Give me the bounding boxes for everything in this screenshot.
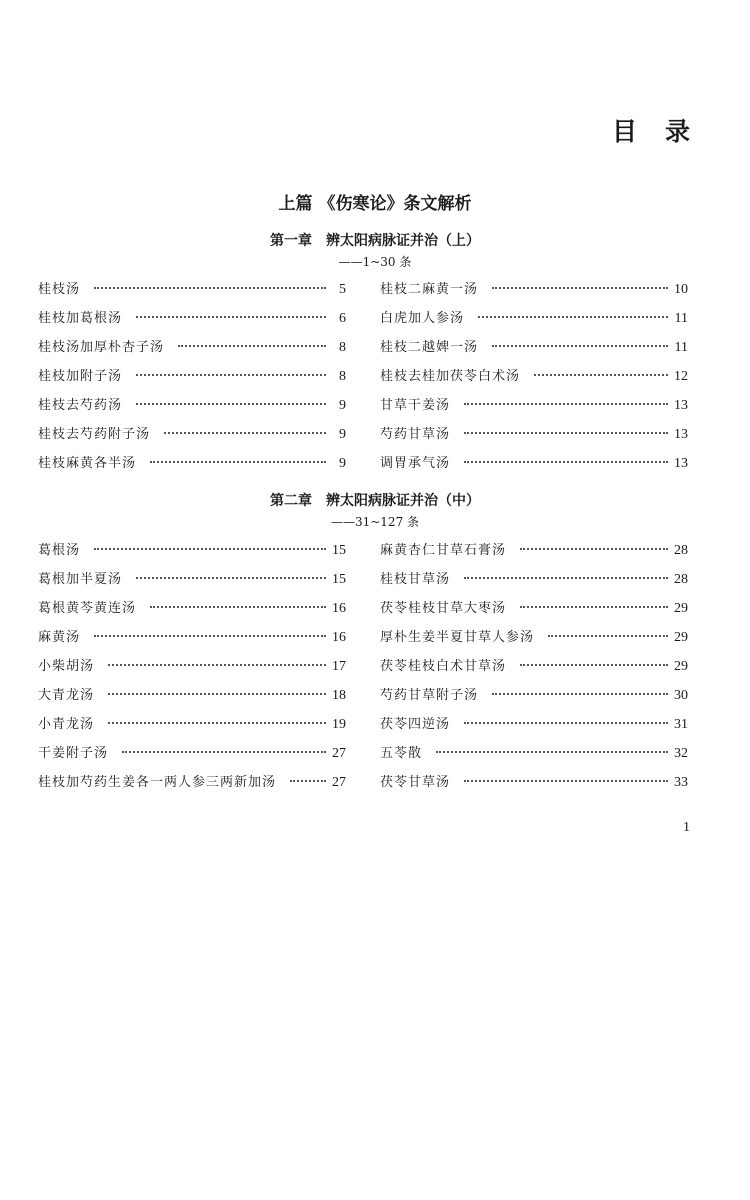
toc-entry-page: 9 xyxy=(339,456,346,471)
toc-leader-dots xyxy=(548,635,668,637)
toc-entry[interactable] xyxy=(380,597,688,626)
toc-leader-dots xyxy=(492,693,668,695)
toc-leader-dots xyxy=(534,374,668,376)
toc-entry-page: 12 xyxy=(674,369,688,384)
toc-entry-title: 葛根黄芩黄连汤 xyxy=(38,601,137,616)
toc-leader-dots xyxy=(464,780,668,782)
page-title xyxy=(612,112,690,148)
toc-leader-dots xyxy=(94,635,326,637)
toc-leader-dots xyxy=(136,577,326,579)
toc-leader-dots xyxy=(108,664,326,666)
toc-entry-title: 桂枝去芍药附子汤 xyxy=(38,427,151,442)
toc-entry-title: 葛根加半夏汤 xyxy=(38,572,123,587)
toc-entry-title: 桂枝甘草汤 xyxy=(380,572,451,587)
toc-entry[interactable] xyxy=(380,655,688,684)
part-title: 上篇 《伤寒论》条文解析 xyxy=(278,194,472,214)
toc-entry[interactable] xyxy=(38,336,346,365)
toc-entry[interactable] xyxy=(38,626,346,655)
toc-leader-dots xyxy=(492,287,668,289)
toc-leader-dots xyxy=(520,548,668,550)
toc-entry-page: 33 xyxy=(674,775,688,790)
toc-leader-dots xyxy=(464,577,668,579)
toc-entry-page: 32 xyxy=(674,746,688,761)
page-title-char-2: 录 xyxy=(664,117,690,146)
toc-entry-title: 茯苓四逆汤 xyxy=(380,717,451,732)
toc-entry-title: 小柴胡汤 xyxy=(38,659,95,674)
toc-entry[interactable] xyxy=(380,742,688,771)
chapter-1-left-column xyxy=(38,278,346,481)
toc-entry-page: 8 xyxy=(339,369,346,384)
toc-entry[interactable] xyxy=(38,394,346,423)
toc-entry[interactable] xyxy=(380,684,688,713)
toc-entry[interactable] xyxy=(38,423,346,452)
toc-leader-dots xyxy=(520,664,668,666)
chapter-1-heading xyxy=(0,230,750,270)
toc-entry-title: 桂枝去桂加茯苓白术汤 xyxy=(380,369,521,384)
toc-entry[interactable] xyxy=(38,568,346,597)
toc-leader-dots xyxy=(478,316,668,318)
toc-entry-page: 27 xyxy=(332,775,346,790)
toc-entry[interactable] xyxy=(380,307,688,336)
toc-entry-title: 甘草干姜汤 xyxy=(380,398,451,413)
toc-entry-page: 18 xyxy=(332,688,346,703)
toc-entry-title: 小青龙汤 xyxy=(38,717,95,732)
toc-entry-title: 桂枝去芍药汤 xyxy=(38,398,123,413)
toc-entry-page: 30 xyxy=(674,688,688,703)
toc-entry-page: 29 xyxy=(674,601,688,616)
toc-entry[interactable] xyxy=(380,539,688,568)
toc-entry-title: 桂枝麻黄各半汤 xyxy=(38,456,137,471)
chapter-1-right-column xyxy=(380,278,688,481)
toc-entry-page: 10 xyxy=(674,282,688,297)
toc-entry-page: 9 xyxy=(339,398,346,413)
toc-entry-title: 桂枝二麻黄一汤 xyxy=(380,282,479,297)
toc-entry-page: 17 xyxy=(332,659,346,674)
toc-leader-dots xyxy=(136,403,326,405)
toc-entry-title: 大青龙汤 xyxy=(38,688,95,703)
toc-entry-title: 桂枝加葛根汤 xyxy=(38,311,123,326)
toc-entry-title: 茯苓甘草汤 xyxy=(380,775,451,790)
chapter-1-range: ——1~30 条 xyxy=(338,255,412,269)
toc-entry-page: 11 xyxy=(674,340,688,355)
chapter-1-title: 第一章 辨太阳病脉证并治（上） xyxy=(270,233,480,249)
toc-entry-title: 厚朴生姜半夏甘草人参汤 xyxy=(380,630,535,645)
toc-leader-dots xyxy=(94,287,326,289)
toc-entry[interactable] xyxy=(38,684,346,713)
toc-leader-dots xyxy=(150,461,326,463)
toc-entry-title: 麻黄杏仁甘草石膏汤 xyxy=(380,543,507,558)
toc-leader-dots xyxy=(178,345,326,347)
toc-entry[interactable] xyxy=(38,713,346,742)
toc-entry-page: 16 xyxy=(332,601,346,616)
toc-leader-dots xyxy=(108,722,326,724)
toc-leader-dots xyxy=(436,751,668,753)
toc-entry[interactable] xyxy=(380,452,688,481)
toc-entry-title: 桂枝二越婢一汤 xyxy=(380,340,479,355)
toc-entry-title: 茯苓桂枝白术甘草汤 xyxy=(380,659,507,674)
toc-entry[interactable] xyxy=(380,336,688,365)
toc-entry[interactable] xyxy=(38,278,346,307)
toc-entry-page: 6 xyxy=(339,311,346,326)
toc-leader-dots xyxy=(290,780,326,782)
toc-entry-page: 31 xyxy=(674,717,688,732)
toc-entry-title: 桂枝汤加厚朴杏子汤 xyxy=(38,340,165,355)
toc-entry[interactable] xyxy=(380,713,688,742)
toc-entry-page: 11 xyxy=(674,311,688,326)
toc-entry-title: 桂枝汤 xyxy=(38,282,81,297)
toc-entry[interactable] xyxy=(38,655,346,684)
toc-entry-page: 13 xyxy=(674,456,688,471)
toc-entry-page: 28 xyxy=(674,543,688,558)
toc-leader-dots xyxy=(136,316,326,318)
toc-entry[interactable] xyxy=(380,568,688,597)
toc-entry-title: 干姜附子汤 xyxy=(38,746,109,761)
toc-entry[interactable] xyxy=(38,365,346,394)
toc-leader-dots xyxy=(94,548,326,550)
toc-entry[interactable] xyxy=(38,452,346,481)
chapter-2-range: ——31~127 条 xyxy=(330,515,420,529)
toc-entry-title: 桂枝加附子汤 xyxy=(38,369,123,384)
toc-leader-dots xyxy=(492,345,668,347)
toc-entry-page: 29 xyxy=(674,659,688,674)
toc-leader-dots xyxy=(150,606,326,608)
toc-entry[interactable] xyxy=(380,278,688,307)
chapter-2-title: 第二章 辨太阳病脉证并治（中） xyxy=(270,493,480,509)
toc-leader-dots xyxy=(520,606,668,608)
toc-entry-title: 调胃承气汤 xyxy=(380,456,451,471)
toc-leader-dots xyxy=(464,461,668,463)
toc-entry-page: 8 xyxy=(339,340,346,355)
toc-leader-dots xyxy=(464,722,668,724)
toc-entry-page: 5 xyxy=(339,282,346,297)
toc-entry[interactable] xyxy=(38,771,346,800)
toc-entry[interactable] xyxy=(38,742,346,771)
toc-entry[interactable] xyxy=(38,539,346,568)
toc-entry-title: 芍药甘草附子汤 xyxy=(380,688,479,703)
toc-entry-page: 29 xyxy=(674,630,688,645)
toc-entry-title: 桂枝加芍药生姜各一两人参三两新加汤 xyxy=(38,775,277,790)
toc-entry-page: 28 xyxy=(674,572,688,587)
toc-entry-page: 27 xyxy=(332,746,346,761)
toc-leader-dots xyxy=(464,403,668,405)
toc-leader-dots xyxy=(122,751,326,753)
toc-entry[interactable] xyxy=(38,307,346,336)
page-number: 1 xyxy=(683,820,690,835)
chapter-2-right-column xyxy=(380,539,688,800)
toc-entry-title: 芍药甘草汤 xyxy=(380,427,451,442)
toc-entry-title: 五苓散 xyxy=(380,746,423,761)
chapter-2-heading xyxy=(0,490,750,530)
toc-entry-title: 茯苓桂枝甘草大枣汤 xyxy=(380,601,507,616)
toc-leader-dots xyxy=(464,432,668,434)
page-title-char-1: 目 xyxy=(611,117,637,146)
toc-entry-page: 15 xyxy=(332,543,346,558)
toc-leader-dots xyxy=(136,374,326,376)
toc-entry[interactable] xyxy=(38,597,346,626)
toc-entry-page: 13 xyxy=(674,398,688,413)
toc-entry-title: 葛根汤 xyxy=(38,543,81,558)
toc-entry-title: 白虎加人参汤 xyxy=(380,311,465,326)
toc-entry[interactable] xyxy=(380,365,688,394)
toc-entry-page: 19 xyxy=(332,717,346,732)
toc-leader-dots xyxy=(108,693,326,695)
toc-entry-page: 15 xyxy=(332,572,346,587)
toc-leader-dots xyxy=(164,432,326,434)
toc-entry[interactable] xyxy=(380,771,688,800)
toc-entry-page: 13 xyxy=(674,427,688,442)
toc-entry[interactable] xyxy=(380,394,688,423)
toc-entry[interactable] xyxy=(380,423,688,452)
toc-entry-page: 16 xyxy=(332,630,346,645)
toc-entry[interactable] xyxy=(380,626,688,655)
toc-entry-page: 9 xyxy=(339,427,346,442)
chapter-2-left-column xyxy=(38,539,346,800)
toc-entry-title: 麻黄汤 xyxy=(38,630,81,645)
